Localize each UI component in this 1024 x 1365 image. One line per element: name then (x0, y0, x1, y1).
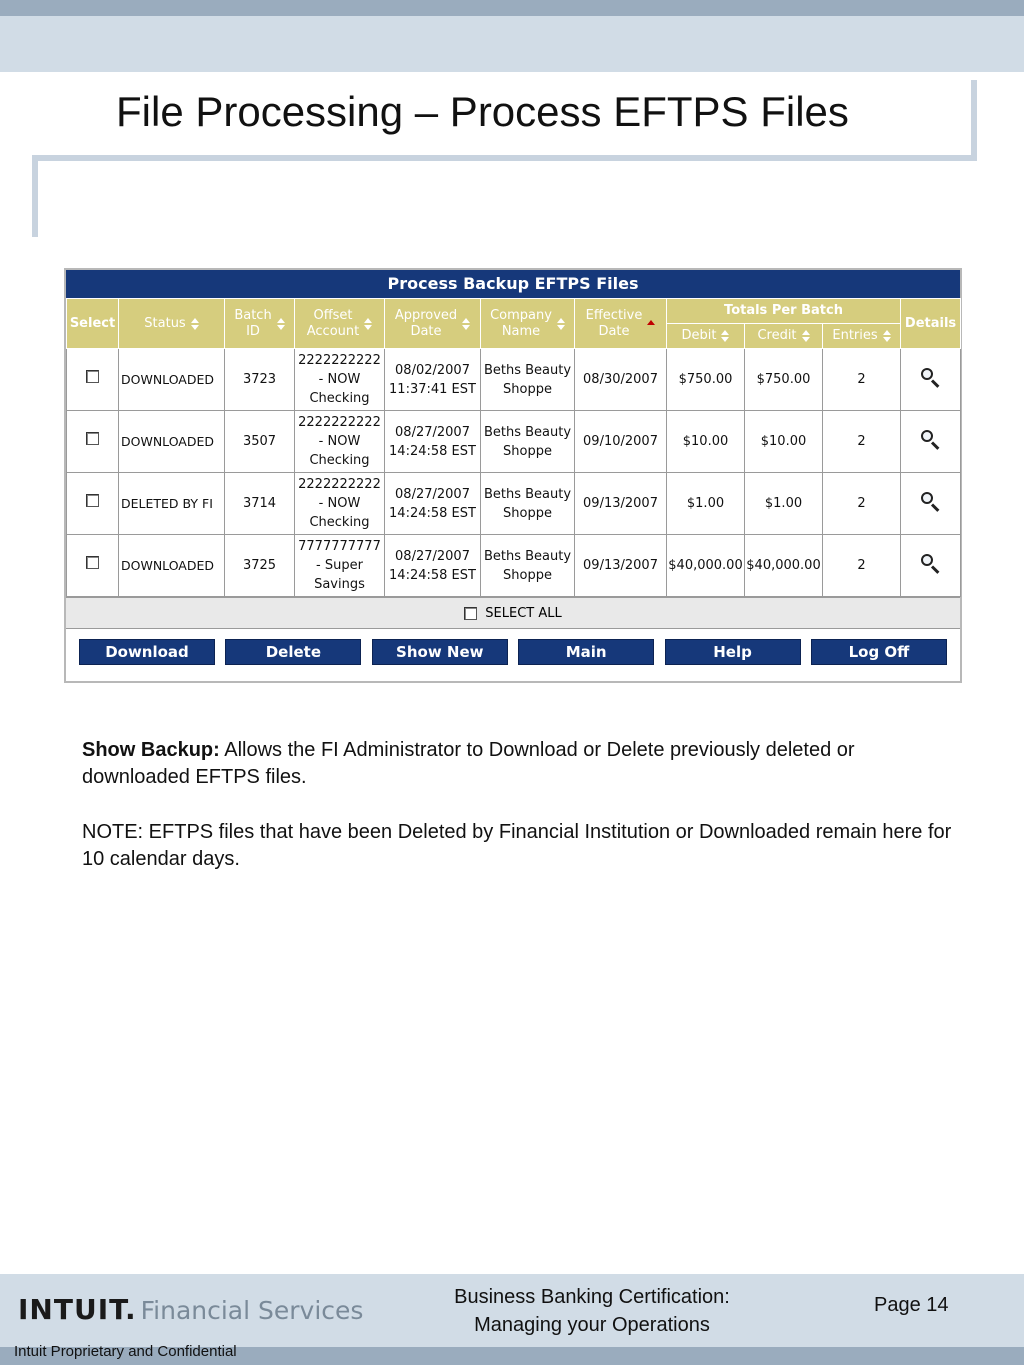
approved-date-cell: 08/27/2007 14:24:58 EST (385, 535, 481, 597)
frame-line (32, 155, 977, 161)
offset-account-cell: 2222222222 - NOW Checking (295, 411, 385, 473)
approved-date-cell: 08/27/2007 14:24:58 EST (385, 473, 481, 535)
select-checkbox[interactable] (86, 494, 99, 507)
offset-account-cell: 2222222222 - NOW Checking (295, 349, 385, 411)
entries-cell: 2 (823, 535, 901, 597)
sort-arrows-icon[interactable] (364, 318, 372, 330)
magnifier-icon[interactable] (920, 553, 942, 573)
sort-arrows-icon[interactable] (191, 318, 199, 330)
show-new-button[interactable]: Show New (372, 639, 508, 665)
magnifier-icon[interactable] (920, 491, 942, 511)
magnifier-icon[interactable] (920, 429, 942, 449)
debit-cell: $1.00 (667, 473, 745, 535)
table-row (67, 535, 961, 597)
action-buttons (66, 629, 960, 665)
course-title: Business Banking Certification: Managing your Operations (454, 1286, 730, 1336)
batch-id-cell: 3507 (225, 411, 295, 473)
credit-cell: $750.00 (745, 349, 823, 411)
select-all-row (66, 597, 960, 629)
page-number: Page 14 (874, 1294, 949, 1316)
logo-brand: INTUIT. (18, 1293, 137, 1326)
frame-line (971, 80, 977, 160)
description-body: Allows the FI Administrator to Download or Delete previously deleted or downloaded EFTPS files. (82, 739, 855, 788)
select-all-label: SELECT ALL (485, 605, 562, 621)
company-name-cell: Beths Beauty Shoppe (481, 535, 575, 597)
select-all-checkbox[interactable] (464, 607, 477, 620)
column-header-approved-date[interactable]: Approved Date (385, 299, 481, 349)
column-header-totals-per-batch: Totals Per Batch (667, 299, 901, 324)
table-row (67, 411, 961, 473)
sort-arrows-icon[interactable] (277, 318, 285, 330)
column-header-status[interactable]: Status (119, 299, 225, 349)
column-header-effective-date[interactable]: Effective Date (575, 299, 667, 349)
effective-date-cell: 09/13/2007 (575, 473, 667, 535)
download-button[interactable]: Download (79, 639, 215, 665)
sort-arrows-icon[interactable] (462, 318, 470, 330)
column-header-entries[interactable]: Entries (823, 324, 901, 349)
confidential-notice: Intuit Proprietary and Confidential (14, 1343, 237, 1360)
eftps-files-table (66, 298, 961, 597)
table-row (67, 473, 961, 535)
debit-cell: $750.00 (667, 349, 745, 411)
approved-date-cell: 08/02/2007 11:37:41 EST (385, 349, 481, 411)
offset-account-cell: 7777777777 - Super Savings (295, 535, 385, 597)
approved-date-cell: 08/27/2007 14:24:58 EST (385, 411, 481, 473)
company-name-cell: Beths Beauty Shoppe (481, 473, 575, 535)
magnifier-icon[interactable] (920, 367, 942, 387)
help-button[interactable]: Help (665, 639, 801, 665)
company-name-cell: Beths Beauty Shoppe (481, 349, 575, 411)
column-header-select: Select (67, 299, 119, 349)
entries-cell: 2 (823, 349, 901, 411)
sort-arrows-icon[interactable] (883, 330, 891, 342)
debit-cell: $40,000.00 (667, 535, 745, 597)
description-label: Show Backup: (82, 739, 220, 761)
entries-cell: 2 (823, 411, 901, 473)
process-backup-panel (64, 268, 962, 683)
slide-title: File Processing – Process EFTPS Files (116, 88, 849, 135)
select-checkbox[interactable] (86, 432, 99, 445)
intuit-logo (18, 1293, 363, 1326)
sort-arrows-icon[interactable] (557, 318, 565, 330)
top-band (0, 0, 1024, 16)
batch-id-cell: 3725 (225, 535, 295, 597)
entries-cell: 2 (823, 473, 901, 535)
top-band-light (0, 16, 1024, 72)
batch-id-cell: 3714 (225, 473, 295, 535)
note-text: NOTE: EFTPS files that have been Deleted by Financial Institution or Downloaded remain here for 10 calendar days. (82, 821, 952, 870)
status-cell: DOWNLOADED (119, 349, 225, 411)
delete-button[interactable]: Delete (225, 639, 361, 665)
sort-arrows-icon[interactable] (802, 330, 810, 342)
column-header-company-name[interactable]: Company Name (481, 299, 575, 349)
main-button[interactable]: Main (518, 639, 654, 665)
table-row (67, 349, 961, 411)
status-cell: DOWNLOADED (119, 535, 225, 597)
sort-arrows-icon[interactable] (721, 330, 729, 342)
column-header-debit[interactable]: Debit (667, 324, 745, 349)
log-off-button[interactable]: Log Off (811, 639, 947, 665)
column-header-details: Details (901, 299, 961, 349)
select-checkbox[interactable] (86, 556, 99, 569)
effective-date-cell: 09/13/2007 (575, 535, 667, 597)
select-checkbox[interactable] (86, 370, 99, 383)
column-header-offset-account[interactable]: Offset Account (295, 299, 385, 349)
credit-cell: $1.00 (745, 473, 823, 535)
credit-cell: $40,000.00 (745, 535, 823, 597)
effective-date-cell: 08/30/2007 (575, 349, 667, 411)
frame-line (32, 155, 38, 237)
description-text (82, 737, 952, 791)
company-name-cell: Beths Beauty Shoppe (481, 411, 575, 473)
column-header-credit[interactable]: Credit (745, 324, 823, 349)
status-cell: DELETED BY FI (119, 473, 225, 535)
sort-active-icon[interactable] (647, 320, 655, 327)
credit-cell: $10.00 (745, 411, 823, 473)
debit-cell: $10.00 (667, 411, 745, 473)
column-header-batch-id[interactable]: Batch ID (225, 299, 295, 349)
effective-date-cell: 09/10/2007 (575, 411, 667, 473)
panel-title: Process Backup EFTPS Files (66, 270, 960, 298)
batch-id-cell: 3723 (225, 349, 295, 411)
logo-sub: Financial Services (140, 1296, 364, 1325)
offset-account-cell: 2222222222 - NOW Checking (295, 473, 385, 535)
status-cell: DOWNLOADED (119, 411, 225, 473)
